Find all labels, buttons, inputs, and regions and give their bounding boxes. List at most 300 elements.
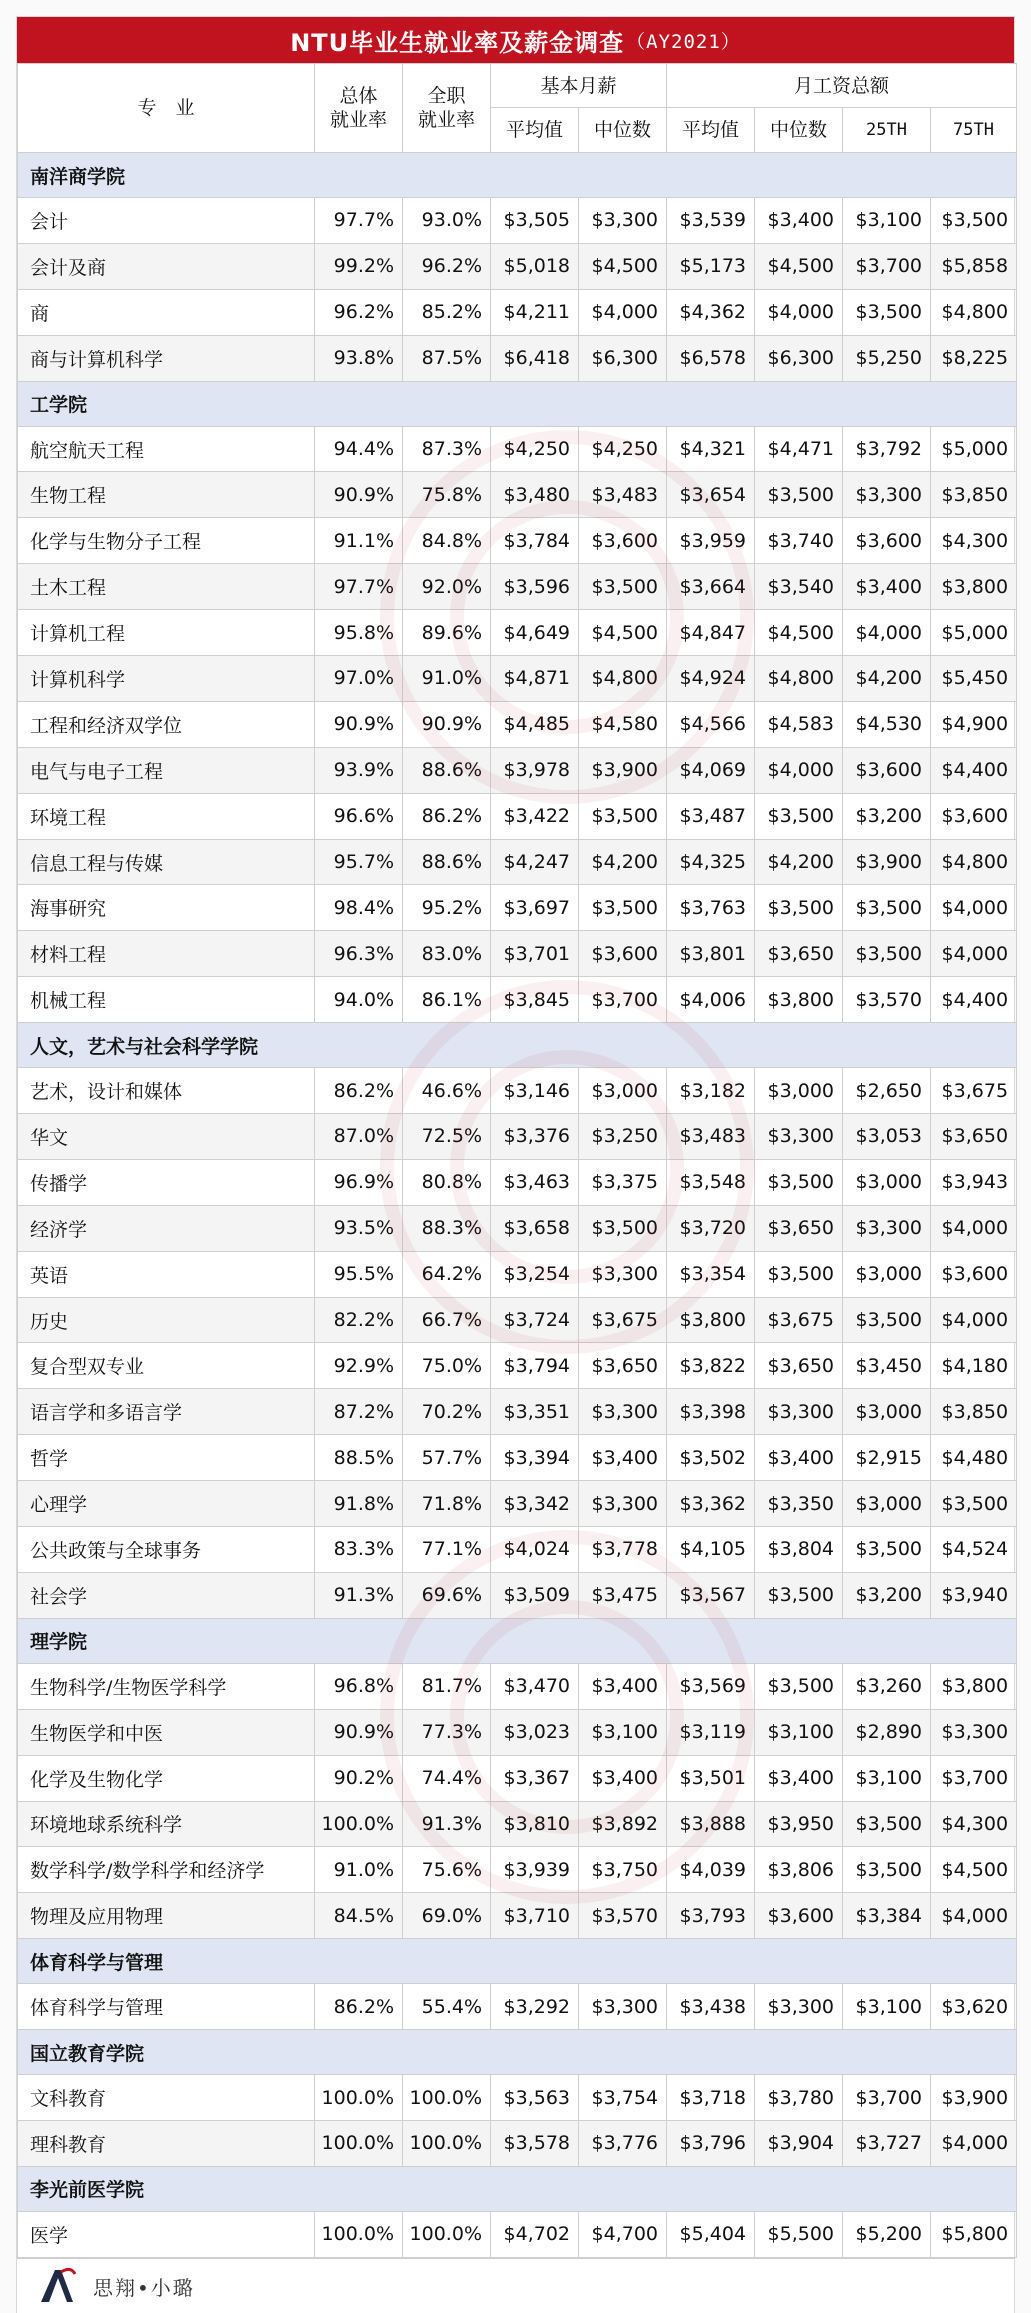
fulltime-rate-cell: 86.1%	[403, 977, 491, 1023]
overall-rate-cell: 94.0%	[315, 977, 403, 1023]
fulltime-rate-cell: 86.2%	[403, 793, 491, 839]
gross-p25-cell: $3,053	[843, 1114, 931, 1160]
basic-mean-cell: $3,146	[491, 1068, 579, 1114]
gross-mean-cell: $3,801	[667, 931, 755, 977]
basic-mean-cell: $4,247	[491, 839, 579, 885]
basic-mean-cell: $3,794	[491, 1343, 579, 1389]
gross-p75-cell: $8,225	[931, 335, 1017, 381]
overall-rate-cell: 83.3%	[315, 1527, 403, 1573]
basic-mean-cell: $3,563	[491, 2075, 579, 2121]
table-row	[18, 289, 1017, 335]
group-row	[18, 2166, 1017, 2211]
gross-p75-cell: $3,940	[931, 1572, 1017, 1618]
overall-rate-cell: 98.4%	[315, 885, 403, 931]
group-row	[18, 381, 1017, 426]
gross-mean-cell: $4,924	[667, 656, 755, 702]
table-row	[18, 2075, 1017, 2121]
major-cell: 数学科学/数学科学和经济学	[18, 1847, 315, 1893]
basic-mean-cell: $3,710	[491, 1893, 579, 1939]
basic-median-cell: $3,776	[579, 2120, 667, 2166]
gross-median-cell: $3,806	[755, 1847, 843, 1893]
major-cell: 经济学	[18, 1205, 315, 1251]
basic-median-cell: $3,892	[579, 1801, 667, 1847]
gross-p75-cell: $5,450	[931, 656, 1017, 702]
overall-rate-cell: 100.0%	[315, 2120, 403, 2166]
basic-median-cell: $3,600	[579, 931, 667, 977]
gross-mean-cell: $5,404	[667, 2211, 755, 2257]
gross-mean-cell: $3,718	[667, 2075, 755, 2121]
basic-mean-cell: $3,023	[491, 1709, 579, 1755]
major-cell: 传播学	[18, 1159, 315, 1205]
table-row	[18, 472, 1017, 518]
major-cell: 工程和经济双学位	[18, 701, 315, 747]
basic-median-cell: $3,400	[579, 1663, 667, 1709]
fulltime-rate-cell: 77.1%	[403, 1527, 491, 1573]
header-gross-salary: 月工资总额	[667, 64, 1017, 108]
major-cell: 生物工程	[18, 472, 315, 518]
gross-median-cell: $3,804	[755, 1527, 843, 1573]
gross-median-cell: $3,500	[755, 885, 843, 931]
overall-rate-cell: 95.8%	[315, 610, 403, 656]
basic-mean-cell: $3,701	[491, 931, 579, 977]
table-row	[18, 610, 1017, 656]
table-row	[18, 564, 1017, 610]
fulltime-rate-cell: 70.2%	[403, 1389, 491, 1435]
gross-mean-cell: $3,501	[667, 1755, 755, 1801]
basic-median-cell: $3,100	[579, 1709, 667, 1755]
basic-mean-cell: $3,697	[491, 885, 579, 931]
gross-p75-cell: $3,650	[931, 1114, 1017, 1160]
gross-p25-cell: $3,100	[843, 1755, 931, 1801]
basic-median-cell: $3,300	[579, 1251, 667, 1297]
major-cell: 语言学和多语言学	[18, 1389, 315, 1435]
gross-p75-cell: $3,850	[931, 472, 1017, 518]
gross-p25-cell: $2,915	[843, 1435, 931, 1481]
group-name: 南洋商学院	[18, 153, 1017, 198]
fulltime-rate-cell: 71.8%	[403, 1481, 491, 1527]
major-cell: 计算机科学	[18, 656, 315, 702]
overall-rate-cell: 86.2%	[315, 1068, 403, 1114]
basic-mean-cell: $3,376	[491, 1114, 579, 1160]
group-row	[18, 1939, 1017, 1984]
basic-mean-cell: $3,596	[491, 564, 579, 610]
basic-mean-cell: $3,578	[491, 2120, 579, 2166]
gross-median-cell: $3,400	[755, 1435, 843, 1481]
basic-mean-cell: $4,871	[491, 656, 579, 702]
gross-p75-cell: $4,400	[931, 977, 1017, 1023]
overall-rate-cell: 95.5%	[315, 1251, 403, 1297]
gross-median-cell: $6,300	[755, 335, 843, 381]
overall-rate-cell: 96.3%	[315, 931, 403, 977]
basic-mean-cell: $3,470	[491, 1663, 579, 1709]
basic-median-cell: $3,650	[579, 1343, 667, 1389]
gross-median-cell: $3,500	[755, 1663, 843, 1709]
header-gross-p75: 75TH	[931, 108, 1017, 153]
gross-median-cell: $3,675	[755, 1297, 843, 1343]
group-name: 国立教育学院	[18, 2030, 1017, 2075]
gross-p25-cell: $3,300	[843, 1205, 931, 1251]
major-cell: 环境工程	[18, 793, 315, 839]
gross-p25-cell: $3,570	[843, 977, 931, 1023]
gross-mean-cell: $3,654	[667, 472, 755, 518]
overall-rate-cell: 90.2%	[315, 1755, 403, 1801]
gross-median-cell: $3,600	[755, 1893, 843, 1939]
gross-median-cell: $3,904	[755, 2120, 843, 2166]
gross-median-cell: $3,300	[755, 1114, 843, 1160]
gross-mean-cell: $4,325	[667, 839, 755, 885]
gross-p25-cell: $5,200	[843, 2211, 931, 2257]
gross-mean-cell: $4,069	[667, 747, 755, 793]
fulltime-rate-cell: 93.0%	[403, 198, 491, 244]
fulltime-rate-cell: 92.0%	[403, 564, 491, 610]
header-fulltime-rate: 全职 就业率	[403, 64, 491, 153]
group-row	[18, 2030, 1017, 2075]
table-row	[18, 1114, 1017, 1160]
overall-rate-cell: 100.0%	[315, 2075, 403, 2121]
gross-p75-cell: $4,400	[931, 747, 1017, 793]
major-cell: 环境地球系统科学	[18, 1801, 315, 1847]
basic-median-cell: $3,400	[579, 1435, 667, 1481]
basic-mean-cell: $3,254	[491, 1251, 579, 1297]
fulltime-rate-cell: 91.0%	[403, 656, 491, 702]
basic-median-cell: $3,900	[579, 747, 667, 793]
table-row	[18, 426, 1017, 472]
fulltime-rate-cell: 91.3%	[403, 1801, 491, 1847]
gross-p25-cell: $4,530	[843, 701, 931, 747]
gross-mean-cell: $3,487	[667, 793, 755, 839]
group-row	[18, 1023, 1017, 1068]
gross-p75-cell: $3,700	[931, 1755, 1017, 1801]
major-cell: 会计	[18, 198, 315, 244]
overall-rate-cell: 93.8%	[315, 335, 403, 381]
gross-p75-cell: $3,600	[931, 793, 1017, 839]
basic-mean-cell: $3,810	[491, 1801, 579, 1847]
fulltime-rate-cell: 77.3%	[403, 1709, 491, 1755]
table-title-year: （AY2021）	[626, 30, 741, 53]
table-row	[18, 977, 1017, 1023]
major-cell: 生物科学/生物医学科学	[18, 1663, 315, 1709]
table-row	[18, 518, 1017, 564]
fulltime-rate-cell: 55.4%	[403, 1984, 491, 2030]
gross-mean-cell: $4,362	[667, 289, 755, 335]
table-row	[18, 1709, 1017, 1755]
fulltime-rate-cell: 66.7%	[403, 1297, 491, 1343]
gross-median-cell: $4,583	[755, 701, 843, 747]
gross-p75-cell: $5,858	[931, 243, 1017, 289]
basic-mean-cell: $3,351	[491, 1389, 579, 1435]
basic-mean-cell: $3,939	[491, 1847, 579, 1893]
overall-rate-cell: 97.0%	[315, 656, 403, 702]
basic-mean-cell: $4,702	[491, 2211, 579, 2257]
overall-rate-cell: 87.0%	[315, 1114, 403, 1160]
gross-median-cell: $3,950	[755, 1801, 843, 1847]
gross-p75-cell: $4,900	[931, 701, 1017, 747]
overall-rate-cell: 91.8%	[315, 1481, 403, 1527]
major-cell: 海事研究	[18, 885, 315, 931]
table-row	[18, 1801, 1017, 1847]
gross-mean-cell: $4,321	[667, 426, 755, 472]
fulltime-rate-cell: 88.6%	[403, 839, 491, 885]
header-overall-rate: 总体 就业率	[315, 64, 403, 153]
gross-p75-cell: $4,000	[931, 1297, 1017, 1343]
gross-mean-cell: $3,822	[667, 1343, 755, 1389]
gross-median-cell: $3,740	[755, 518, 843, 564]
gross-p25-cell: $3,260	[843, 1663, 931, 1709]
gross-p75-cell: $5,000	[931, 610, 1017, 656]
table-row	[18, 1572, 1017, 1618]
major-cell: 计算机工程	[18, 610, 315, 656]
gross-p25-cell: $3,000	[843, 1389, 931, 1435]
table-title: NTU毕业生就业率及薪金调查	[290, 28, 625, 57]
table-row	[18, 2120, 1017, 2166]
fulltime-rate-cell: 88.6%	[403, 747, 491, 793]
gross-mean-cell: $4,006	[667, 977, 755, 1023]
basic-mean-cell: $5,018	[491, 243, 579, 289]
basic-mean-cell: $4,649	[491, 610, 579, 656]
basic-mean-cell: $4,211	[491, 289, 579, 335]
gross-p25-cell: $2,650	[843, 1068, 931, 1114]
basic-median-cell: $4,250	[579, 426, 667, 472]
group-row	[18, 153, 1017, 198]
gross-p25-cell: $3,450	[843, 1343, 931, 1389]
gross-p75-cell: $3,620	[931, 1984, 1017, 2030]
gross-median-cell: $3,100	[755, 1709, 843, 1755]
gross-p25-cell: $3,100	[843, 1984, 931, 2030]
table-row	[18, 335, 1017, 381]
gross-p25-cell: $3,100	[843, 198, 931, 244]
overall-rate-cell: 84.5%	[315, 1893, 403, 1939]
gross-median-cell: $3,500	[755, 1572, 843, 1618]
gross-p25-cell: $3,600	[843, 518, 931, 564]
logo-a-icon	[35, 2264, 79, 2308]
gross-p25-cell: $3,200	[843, 793, 931, 839]
overall-rate-cell: 96.2%	[315, 289, 403, 335]
overall-rate-cell: 93.5%	[315, 1205, 403, 1251]
gross-p25-cell: $3,500	[843, 1527, 931, 1573]
fulltime-rate-cell: 87.3%	[403, 426, 491, 472]
gross-p25-cell: $3,000	[843, 1481, 931, 1527]
basic-mean-cell: $3,342	[491, 1481, 579, 1527]
basic-median-cell: $3,500	[579, 885, 667, 931]
major-cell: 体育科学与管理	[18, 1984, 315, 2030]
gross-mean-cell: $3,888	[667, 1801, 755, 1847]
basic-median-cell: $3,750	[579, 1847, 667, 1893]
header-gross-p25: 25TH	[843, 108, 931, 153]
major-cell: 复合型双专业	[18, 1343, 315, 1389]
table-row	[18, 747, 1017, 793]
overall-rate-cell: 92.9%	[315, 1343, 403, 1389]
gross-p75-cell: $3,800	[931, 564, 1017, 610]
fulltime-rate-cell: 90.9%	[403, 701, 491, 747]
gross-p75-cell: $4,000	[931, 1893, 1017, 1939]
fulltime-rate-cell: 74.4%	[403, 1755, 491, 1801]
basic-median-cell: $3,400	[579, 1755, 667, 1801]
basic-median-cell: $4,800	[579, 656, 667, 702]
basic-median-cell: $3,300	[579, 1481, 667, 1527]
gross-p75-cell: $3,850	[931, 1389, 1017, 1435]
basic-median-cell: $3,675	[579, 1297, 667, 1343]
gross-median-cell: $3,540	[755, 564, 843, 610]
group-row	[18, 1618, 1017, 1663]
basic-median-cell: $3,483	[579, 472, 667, 518]
gross-mean-cell: $4,566	[667, 701, 755, 747]
basic-median-cell: $3,778	[579, 1527, 667, 1573]
table-row	[18, 1389, 1017, 1435]
header-basic-mean: 平均值	[491, 108, 579, 153]
major-cell: 理科教育	[18, 2120, 315, 2166]
table-row	[18, 1297, 1017, 1343]
gross-p25-cell: $3,500	[843, 1801, 931, 1847]
gross-mean-cell: $3,539	[667, 198, 755, 244]
overall-rate-cell: 86.2%	[315, 1984, 403, 2030]
major-cell: 社会学	[18, 1572, 315, 1618]
table-row	[18, 839, 1017, 885]
gross-p75-cell: $3,943	[931, 1159, 1017, 1205]
gross-p25-cell: $4,000	[843, 610, 931, 656]
gross-p75-cell: $4,000	[931, 885, 1017, 931]
gross-p75-cell: $4,180	[931, 1343, 1017, 1389]
gross-mean-cell: $3,483	[667, 1114, 755, 1160]
major-cell: 商与计算机科学	[18, 335, 315, 381]
basic-mean-cell: $3,463	[491, 1159, 579, 1205]
overall-rate-cell: 96.9%	[315, 1159, 403, 1205]
gross-median-cell: $4,200	[755, 839, 843, 885]
basic-mean-cell: $3,480	[491, 472, 579, 518]
major-cell: 化学与生物分子工程	[18, 518, 315, 564]
table-row	[18, 1251, 1017, 1297]
fulltime-rate-cell: 69.0%	[403, 1893, 491, 1939]
overall-rate-cell: 88.5%	[315, 1435, 403, 1481]
table-body	[18, 153, 1017, 2258]
gross-p75-cell: $4,300	[931, 1801, 1017, 1847]
gross-mean-cell: $3,959	[667, 518, 755, 564]
gross-median-cell: $4,500	[755, 243, 843, 289]
header-gross-mean: 平均值	[667, 108, 755, 153]
basic-mean-cell: $3,509	[491, 1572, 579, 1618]
fulltime-rate-cell: 72.5%	[403, 1114, 491, 1160]
basic-median-cell: $3,754	[579, 2075, 667, 2121]
gross-p25-cell: $3,792	[843, 426, 931, 472]
basic-mean-cell: $3,292	[491, 1984, 579, 2030]
table-row	[18, 1481, 1017, 1527]
major-cell: 信息工程与传媒	[18, 839, 315, 885]
fulltime-rate-cell: 96.2%	[403, 243, 491, 289]
overall-rate-cell: 99.2%	[315, 243, 403, 289]
gross-median-cell: $4,471	[755, 426, 843, 472]
gross-median-cell: $3,400	[755, 1755, 843, 1801]
gross-mean-cell: $3,720	[667, 1205, 755, 1251]
gross-p75-cell: $4,800	[931, 289, 1017, 335]
major-cell: 机械工程	[18, 977, 315, 1023]
major-cell: 物理及应用物理	[18, 1893, 315, 1939]
gross-mean-cell: $3,796	[667, 2120, 755, 2166]
gross-p25-cell: $3,500	[843, 1847, 931, 1893]
fulltime-rate-cell: 75.0%	[403, 1343, 491, 1389]
gross-median-cell: $4,500	[755, 610, 843, 656]
basic-median-cell: $4,200	[579, 839, 667, 885]
gross-p75-cell: $3,600	[931, 1251, 1017, 1297]
group-name: 体育科学与管理	[18, 1939, 1017, 1984]
fulltime-rate-cell: 100.0%	[403, 2075, 491, 2121]
basic-mean-cell: $3,845	[491, 977, 579, 1023]
overall-rate-cell: 87.2%	[315, 1389, 403, 1435]
gross-mean-cell: $3,362	[667, 1481, 755, 1527]
fulltime-rate-cell: 75.6%	[403, 1847, 491, 1893]
major-cell: 航空航天工程	[18, 426, 315, 472]
fulltime-rate-cell: 88.3%	[403, 1205, 491, 1251]
gross-p25-cell: $2,890	[843, 1709, 931, 1755]
major-cell: 化学及生物化学	[18, 1755, 315, 1801]
gross-median-cell: $3,500	[755, 793, 843, 839]
table-row	[18, 198, 1017, 244]
gross-p75-cell: $4,480	[931, 1435, 1017, 1481]
gross-p25-cell: $3,500	[843, 931, 931, 977]
table-title-bar	[17, 17, 1014, 63]
overall-rate-cell: 93.9%	[315, 747, 403, 793]
gross-mean-cell: $4,105	[667, 1527, 755, 1573]
major-cell: 艺术，设计和媒体	[18, 1068, 315, 1114]
gross-p25-cell: $3,500	[843, 885, 931, 931]
group-name: 工学院	[18, 381, 1017, 426]
basic-mean-cell: $3,505	[491, 198, 579, 244]
gross-mean-cell: $3,763	[667, 885, 755, 931]
gross-mean-cell: $3,793	[667, 1893, 755, 1939]
fulltime-rate-cell: 75.8%	[403, 472, 491, 518]
basic-median-cell: $3,500	[579, 564, 667, 610]
basic-median-cell: $3,375	[579, 1159, 667, 1205]
fulltime-rate-cell: 100.0%	[403, 2120, 491, 2166]
table-row	[18, 793, 1017, 839]
gross-p25-cell: $3,700	[843, 2075, 931, 2121]
gross-mean-cell: $3,800	[667, 1297, 755, 1343]
gross-p25-cell: $4,200	[843, 656, 931, 702]
gross-p25-cell: $3,384	[843, 1893, 931, 1939]
gross-p75-cell: $3,900	[931, 2075, 1017, 2121]
fulltime-rate-cell: 64.2%	[403, 1251, 491, 1297]
fulltime-rate-cell: 100.0%	[403, 2211, 491, 2257]
basic-median-cell: $4,580	[579, 701, 667, 747]
table-row	[18, 701, 1017, 747]
gross-p25-cell: $3,500	[843, 289, 931, 335]
basic-median-cell: $3,250	[579, 1114, 667, 1160]
basic-mean-cell: $4,485	[491, 701, 579, 747]
gross-mean-cell: $6,578	[667, 335, 755, 381]
basic-median-cell: $3,000	[579, 1068, 667, 1114]
table-header	[18, 64, 1017, 153]
gross-median-cell: $3,350	[755, 1481, 843, 1527]
gross-median-cell: $4,000	[755, 747, 843, 793]
overall-rate-cell: 100.0%	[315, 2211, 403, 2257]
gross-p25-cell: $3,500	[843, 1297, 931, 1343]
overall-rate-cell: 97.7%	[315, 198, 403, 244]
overall-rate-cell: 91.0%	[315, 1847, 403, 1893]
gross-median-cell: $3,400	[755, 198, 843, 244]
fulltime-rate-cell: 81.7%	[403, 1663, 491, 1709]
basic-mean-cell: $3,784	[491, 518, 579, 564]
gross-mean-cell: $3,569	[667, 1663, 755, 1709]
major-cell: 医学	[18, 2211, 315, 2257]
gross-p75-cell: $3,675	[931, 1068, 1017, 1114]
gross-mean-cell: $5,173	[667, 243, 755, 289]
fulltime-rate-cell: 85.2%	[403, 289, 491, 335]
gross-median-cell: $3,650	[755, 1205, 843, 1251]
gross-median-cell: $3,500	[755, 472, 843, 518]
header-basic-median: 中位数	[579, 108, 667, 153]
table-row	[18, 1435, 1017, 1481]
gross-p25-cell: $3,400	[843, 564, 931, 610]
fulltime-rate-cell: 89.6%	[403, 610, 491, 656]
fulltime-rate-cell: 69.6%	[403, 1572, 491, 1618]
